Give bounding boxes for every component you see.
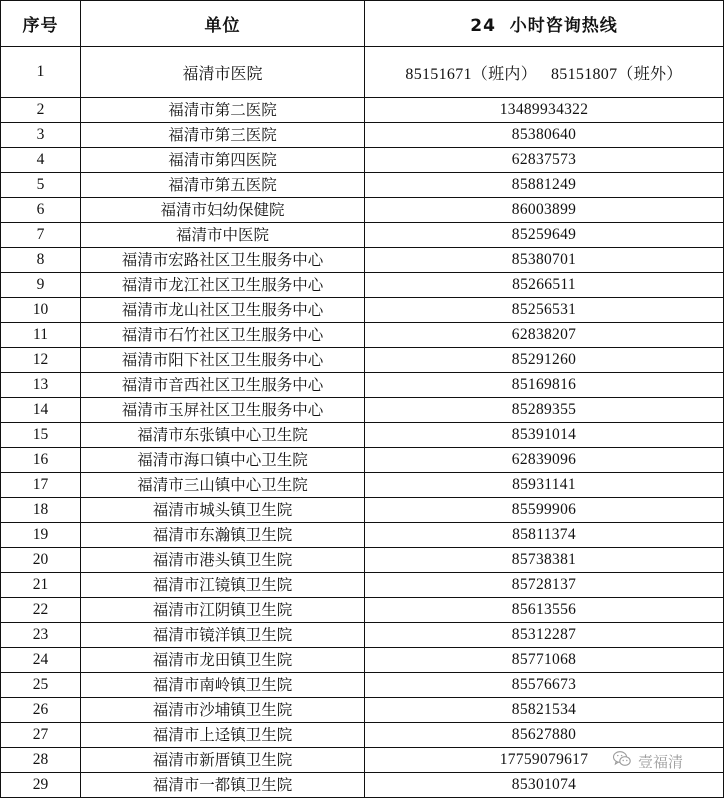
row-unit: 福清市东瀚镇卫生院 xyxy=(81,523,365,548)
row-phone: 85576673 xyxy=(365,673,724,698)
row-index: 6 xyxy=(1,198,81,223)
row-phone: 17759079617 xyxy=(365,748,724,773)
table-row xyxy=(1,748,724,773)
row-index: 4 xyxy=(1,148,81,173)
row-unit: 福清市港头镇卫生院 xyxy=(81,548,365,573)
table-row xyxy=(1,148,724,173)
table-row xyxy=(1,173,724,198)
phone-inside: 85151671（班内） xyxy=(405,65,537,83)
row-phone: 85599906 xyxy=(365,498,724,523)
row-unit: 福清市镜洋镇卫生院 xyxy=(81,623,365,648)
row-phone: 85289355 xyxy=(365,398,724,423)
row-unit: 福清市江镜镇卫生院 xyxy=(81,573,365,598)
row-phone: 85380640 xyxy=(365,123,724,148)
row-unit: 福清市南岭镇卫生院 xyxy=(81,673,365,698)
row-phone: 62839096 xyxy=(365,448,724,473)
table-row xyxy=(1,448,724,473)
row-index: 28 xyxy=(1,748,81,773)
row-index: 8 xyxy=(1,248,81,273)
row-unit: 福清市中医院 xyxy=(81,223,365,248)
row-index: 20 xyxy=(1,548,81,573)
table-row xyxy=(1,47,724,98)
row-phone: 62838207 xyxy=(365,323,724,348)
table-row xyxy=(1,348,724,373)
row-phone: 85821534 xyxy=(365,698,724,723)
row-phone: 86003899 xyxy=(365,198,724,223)
row-index: 3 xyxy=(1,123,81,148)
row-phone: 13489934322 xyxy=(365,98,724,123)
row-unit: 福清市新厝镇卫生院 xyxy=(81,748,365,773)
row-unit: 福清市东张镇中心卫生院 xyxy=(81,423,365,448)
row-index: 10 xyxy=(1,298,81,323)
table-row xyxy=(1,473,724,498)
table-row xyxy=(1,298,724,323)
row-unit: 福清市城头镇卫生院 xyxy=(81,498,365,523)
table-row xyxy=(1,598,724,623)
row-index: 15 xyxy=(1,423,81,448)
row-index: 5 xyxy=(1,173,81,198)
table-row xyxy=(1,698,724,723)
row-unit: 福清市江阴镇卫生院 xyxy=(81,598,365,623)
header-index: 序号 xyxy=(1,1,81,47)
row-index: 9 xyxy=(1,273,81,298)
table-row xyxy=(1,523,724,548)
row-index: 24 xyxy=(1,648,81,673)
row-phone: 85256531 xyxy=(365,298,724,323)
table-row xyxy=(1,323,724,348)
phone-outside: 85151807（班外） xyxy=(551,65,683,83)
row-index: 25 xyxy=(1,673,81,698)
row-phone: 85291260 xyxy=(365,348,724,373)
watermark-text: 壹福清 xyxy=(638,752,684,771)
row-unit: 福清市医院 xyxy=(81,47,365,98)
row-unit: 福清市上迳镇卫生院 xyxy=(81,723,365,748)
row-phone: 62837573 xyxy=(365,148,724,173)
table-row xyxy=(1,423,724,448)
row-unit: 福清市第四医院 xyxy=(81,148,365,173)
table-row xyxy=(1,273,724,298)
row-phone: 85312287 xyxy=(365,623,724,648)
row-index: 21 xyxy=(1,573,81,598)
row-phone: 85931141 xyxy=(365,473,724,498)
row-unit: 福清市沙埔镇卫生院 xyxy=(81,698,365,723)
row-unit: 福清市阳下社区卫生服务中心 xyxy=(81,348,365,373)
row-unit: 福清市宏路社区卫生服务中心 xyxy=(81,248,365,273)
table-row xyxy=(1,123,724,148)
table-row xyxy=(1,373,724,398)
row-unit: 福清市三山镇中心卫生院 xyxy=(81,473,365,498)
table-row xyxy=(1,723,724,748)
header-unit: 单位 xyxy=(81,1,365,47)
row-phone: 85169816 xyxy=(365,373,724,398)
row-unit: 福清市龙田镇卫生院 xyxy=(81,648,365,673)
table-header-row xyxy=(1,1,724,47)
table-row xyxy=(1,398,724,423)
row-unit: 福清市音西社区卫生服务中心 xyxy=(81,373,365,398)
row-unit: 福清市第二医院 xyxy=(81,98,365,123)
table-row xyxy=(1,773,724,798)
table-row xyxy=(1,648,724,673)
row-phone: 85811374 xyxy=(365,523,724,548)
row-unit: 福清市玉屏社区卫生服务中心 xyxy=(81,398,365,423)
row-index: 22 xyxy=(1,598,81,623)
row-index: 18 xyxy=(1,498,81,523)
row-phone: 85881249 xyxy=(365,173,724,198)
row-index: 2 xyxy=(1,98,81,123)
row-unit: 福清市妇幼保健院 xyxy=(81,198,365,223)
row-index: 16 xyxy=(1,448,81,473)
row-index: 23 xyxy=(1,623,81,648)
row-phone: 85301074 xyxy=(365,773,724,798)
table-row xyxy=(1,673,724,698)
table-row xyxy=(1,498,724,523)
row-phone: 85391014 xyxy=(365,423,724,448)
table-row xyxy=(1,548,724,573)
row-index: 26 xyxy=(1,698,81,723)
row-unit: 福清市海口镇中心卫生院 xyxy=(81,448,365,473)
row-index: 7 xyxy=(1,223,81,248)
row-unit: 福清市龙江社区卫生服务中心 xyxy=(81,273,365,298)
header-hotline: 24 小时咨询热线 xyxy=(365,1,724,47)
row-phone: 85627880 xyxy=(365,723,724,748)
row-index: 12 xyxy=(1,348,81,373)
row-index: 19 xyxy=(1,523,81,548)
row-phone: 85771068 xyxy=(365,648,724,673)
table-row xyxy=(1,98,724,123)
row-unit: 福清市石竹社区卫生服务中心 xyxy=(81,323,365,348)
row-index: 13 xyxy=(1,373,81,398)
row-phone: 85728137 xyxy=(365,573,724,598)
row-unit: 福清市一都镇卫生院 xyxy=(81,773,365,798)
row-index: 29 xyxy=(1,773,81,798)
table-row xyxy=(1,223,724,248)
row-phone: 85380701 xyxy=(365,248,724,273)
row-index: 17 xyxy=(1,473,81,498)
row-phone: 85738381 xyxy=(365,548,724,573)
row-index: 14 xyxy=(1,398,81,423)
row-unit: 福清市龙山社区卫生服务中心 xyxy=(81,298,365,323)
row-phone: 85259649 xyxy=(365,223,724,248)
row-unit: 福清市第五医院 xyxy=(81,173,365,198)
row-phone: 85613556 xyxy=(365,598,724,623)
row-index: 11 xyxy=(1,323,81,348)
row-index: 27 xyxy=(1,723,81,748)
table-row xyxy=(1,198,724,223)
row-index: 1 xyxy=(1,47,81,98)
row-unit: 福清市第三医院 xyxy=(81,123,365,148)
row-phone: 85266511 xyxy=(365,273,724,298)
table-row xyxy=(1,248,724,273)
table-row xyxy=(1,573,724,598)
table-row xyxy=(1,623,724,648)
row-phone xyxy=(365,47,724,98)
